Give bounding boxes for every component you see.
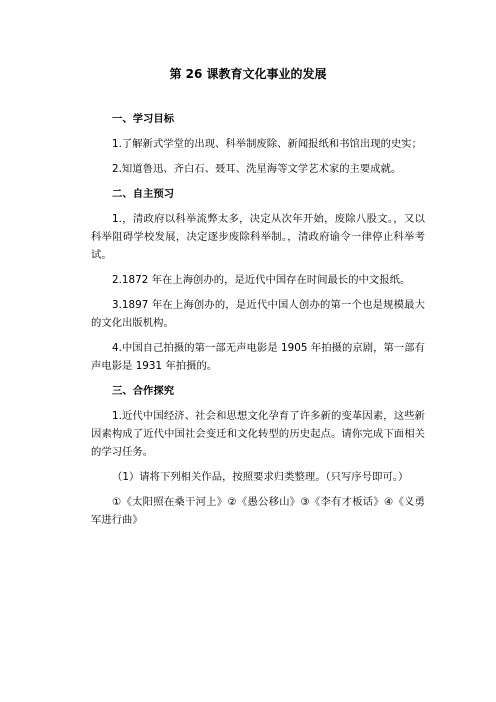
paragraph: 3.1897 年在上海创办的，是近代中国人创办的第一个也是规模最大的文化出版机构。 <box>91 299 425 329</box>
paragraph: 2.知道鲁迅、齐白石、聂耳、洗星海等文学艺术家的主要成就。 <box>112 163 402 175</box>
section-heading: 一、学习目标 <box>112 113 175 125</box>
paragraph: 1.，清政府以科举流弊太多，决定从次年开始，废除八股文。，又以科举阻碍学校发展，决定逐步废除科举制。，清政府谕令一律停止科举考试。 <box>91 213 425 261</box>
section-heading: 三、合作探究 <box>112 385 175 397</box>
paragraph: 1.了解新式学堂的出现、科举制废除、新闻报纸和书馆出现的史实； <box>112 138 422 150</box>
document-body <box>91 110 425 536</box>
paragraph: 4.中国自己拍摄的第一部无声电影是 1905 年拍摄的京剧，第一部有声电影是 1931 年拍摄的。 <box>91 342 425 372</box>
paragraph: （1）请将下列相关作品，按照要求归类整理。（只写序号即可。） <box>112 471 409 483</box>
paragraph: 2.1872 年在上海创办的，是近代中国存在时间最长的中文报纸。 <box>112 274 411 286</box>
paragraph: 1.近代中国经济、社会和思想文化孕育了许多新的变革因素，这些新因素构成了近代中国社会变迁和文化转型的历史起点。请你完成下面相关的学习任务。 <box>91 410 425 458</box>
section-heading: 二、自主预习 <box>112 188 175 200</box>
page-title: 第 26 课教育文化事业的发展 <box>169 67 327 81</box>
paragraph: ①《太阳照在桑干河上》②《愚公移山》③《李有才板话》④《义勇军进行曲》 <box>91 496 425 526</box>
